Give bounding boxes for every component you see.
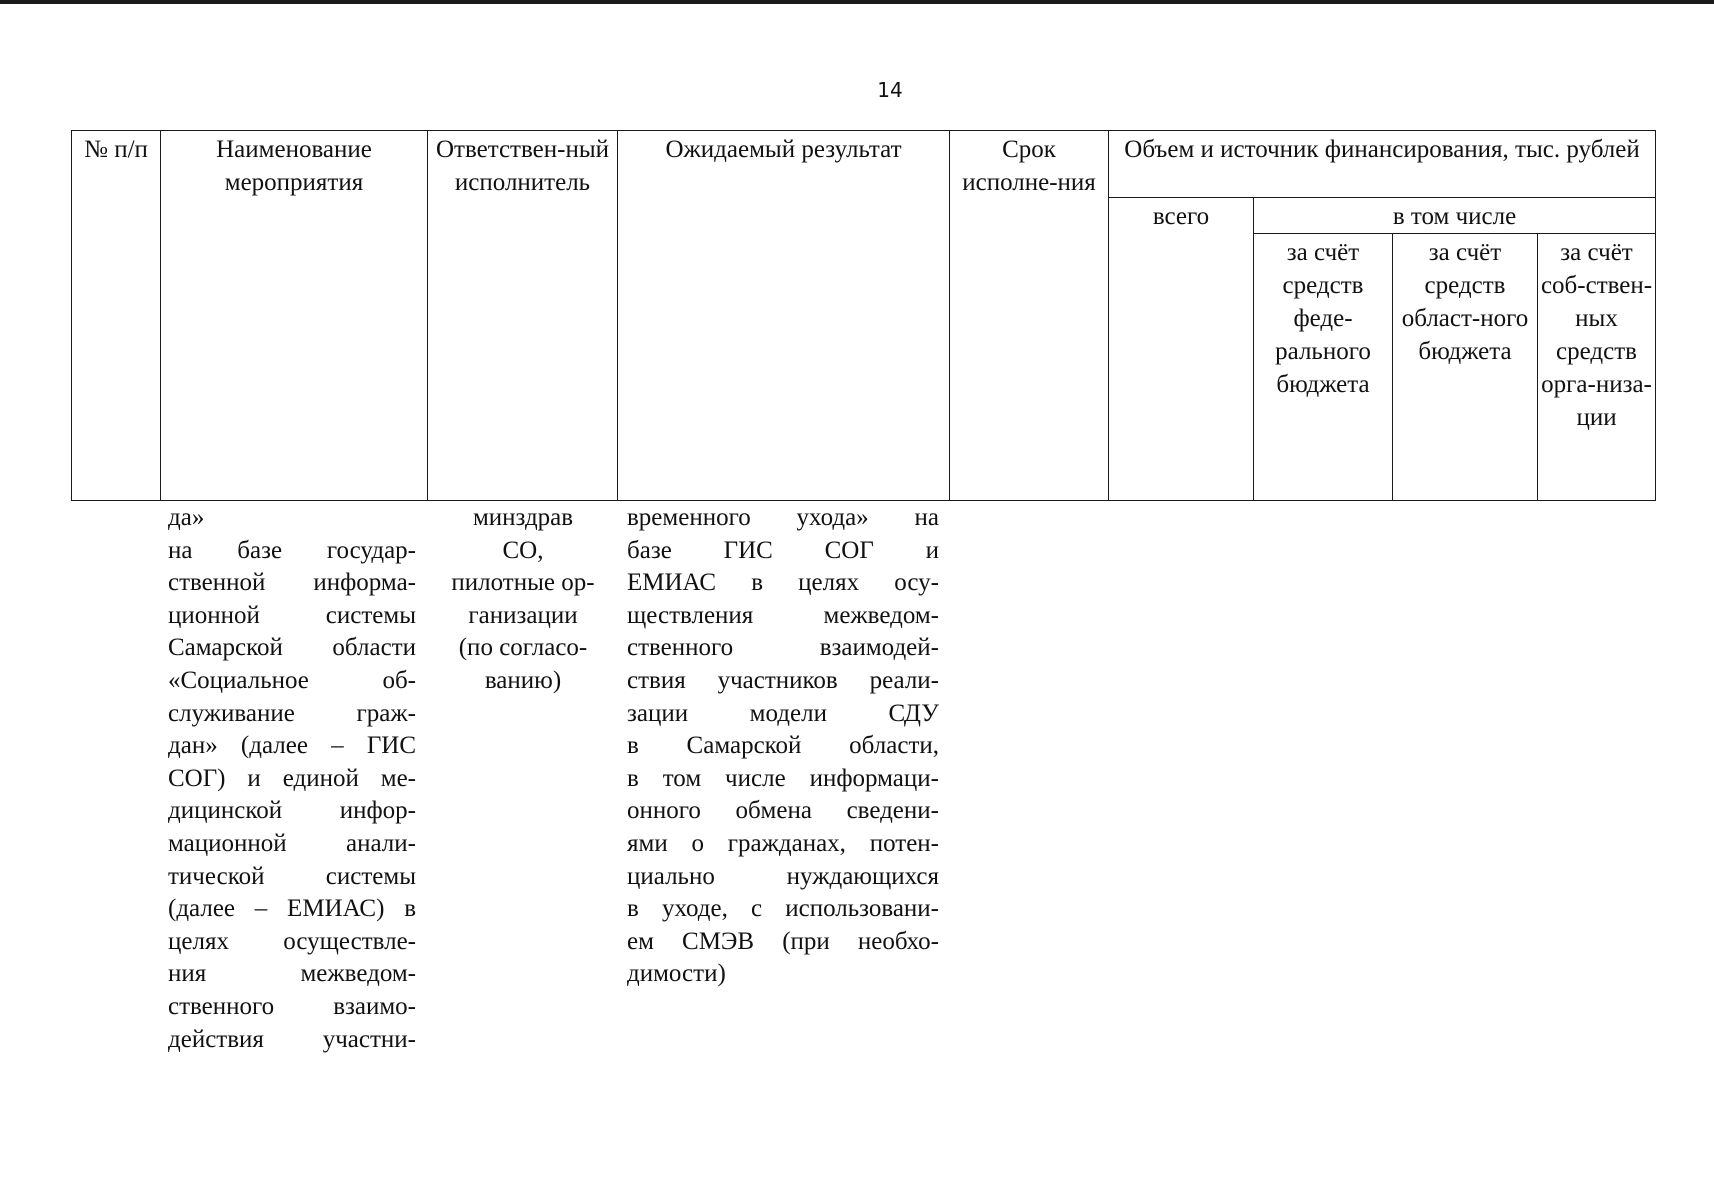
header-deadline: Срок исполне-ния <box>950 131 1109 501</box>
plan-table-header <box>71 130 1656 501</box>
text-line: ганизации <box>468 601 578 629</box>
header-event-name: Наименование мероприятия <box>161 131 428 501</box>
text-line: тической системы <box>168 862 416 890</box>
text-line: в Самарской области, <box>627 732 939 760</box>
text-line: ционной системы <box>168 601 416 629</box>
text-line: СОГ) и единой ме- <box>168 764 416 792</box>
text-line: зации модели СДУ <box>627 699 939 727</box>
text-line: мационной анали- <box>168 829 416 857</box>
text-line: целях осуществле- <box>168 927 416 955</box>
header-expected-result: Ожидаемый результат <box>618 131 950 501</box>
text-line: Самарской области <box>168 634 416 662</box>
text-line: дан» (далее – ГИС <box>168 732 416 760</box>
expected-result-text <box>627 502 939 991</box>
header-total: всего <box>1109 198 1254 501</box>
text-line: ственного взаимо- <box>168 992 416 1020</box>
text-line: временного ухода» на <box>627 504 939 531</box>
text-line: ЕМИАС в целях осу- <box>627 569 939 597</box>
text-line: онного обмена сведени- <box>627 797 939 825</box>
text-line: ствия участников реали- <box>627 666 939 694</box>
text-line: да» <box>168 504 205 531</box>
top-border-line <box>0 0 1714 4</box>
text-line: дицинской инфор- <box>168 797 416 825</box>
header-number: № п/п <box>72 131 161 501</box>
text-line: «Социальное об- <box>168 666 416 694</box>
event-name-text <box>168 502 416 1056</box>
header-own-funds: за счёт соб-ствен-ных средств орга-низа-ции <box>1538 234 1656 501</box>
text-line: ственной информа- <box>168 569 416 597</box>
text-line: действия участни- <box>168 1025 416 1053</box>
text-line: служивание граж- <box>168 699 416 727</box>
text-line: циально нуждающихся <box>627 862 939 890</box>
text-line: димости) <box>627 960 726 988</box>
header-federal-budget: за счёт средств феде-рального бюджета <box>1254 234 1393 501</box>
text-line: в том числе информаци- <box>627 764 939 792</box>
text-line: ственного взаимодей- <box>627 634 939 662</box>
text-line: ем СМЭВ (при необхо- <box>627 927 939 955</box>
responsible-executor-text <box>437 502 609 698</box>
text-line: в уходе, с использовани- <box>627 895 939 923</box>
text-line: базе ГИС СОГ и <box>627 536 939 564</box>
text-line: ванию) <box>484 666 562 694</box>
text-line: (далее – ЕМИАС) в <box>168 895 416 923</box>
text-line: ния межведом- <box>168 960 416 988</box>
header-regional-budget: за счёт средств област-ного бюджета <box>1393 234 1538 501</box>
text-line: на базе государ- <box>168 536 416 564</box>
text-line: минздрав <box>472 504 574 531</box>
text-line: СО, <box>502 536 544 564</box>
text-line: пилотные ор- <box>451 569 595 597</box>
header-including: в том числе <box>1254 198 1656 234</box>
header-responsible-executor: Ответствен-ный исполнитель <box>428 131 618 501</box>
header-funding: Объем и источник финансирования, тыс. рублей <box>1109 131 1656 198</box>
page-number: 14 <box>877 78 903 102</box>
text-line: (по согласо- <box>458 634 588 662</box>
text-line: ществления межведом- <box>627 601 939 629</box>
text-line: ями о гражданах, потен- <box>627 829 939 857</box>
